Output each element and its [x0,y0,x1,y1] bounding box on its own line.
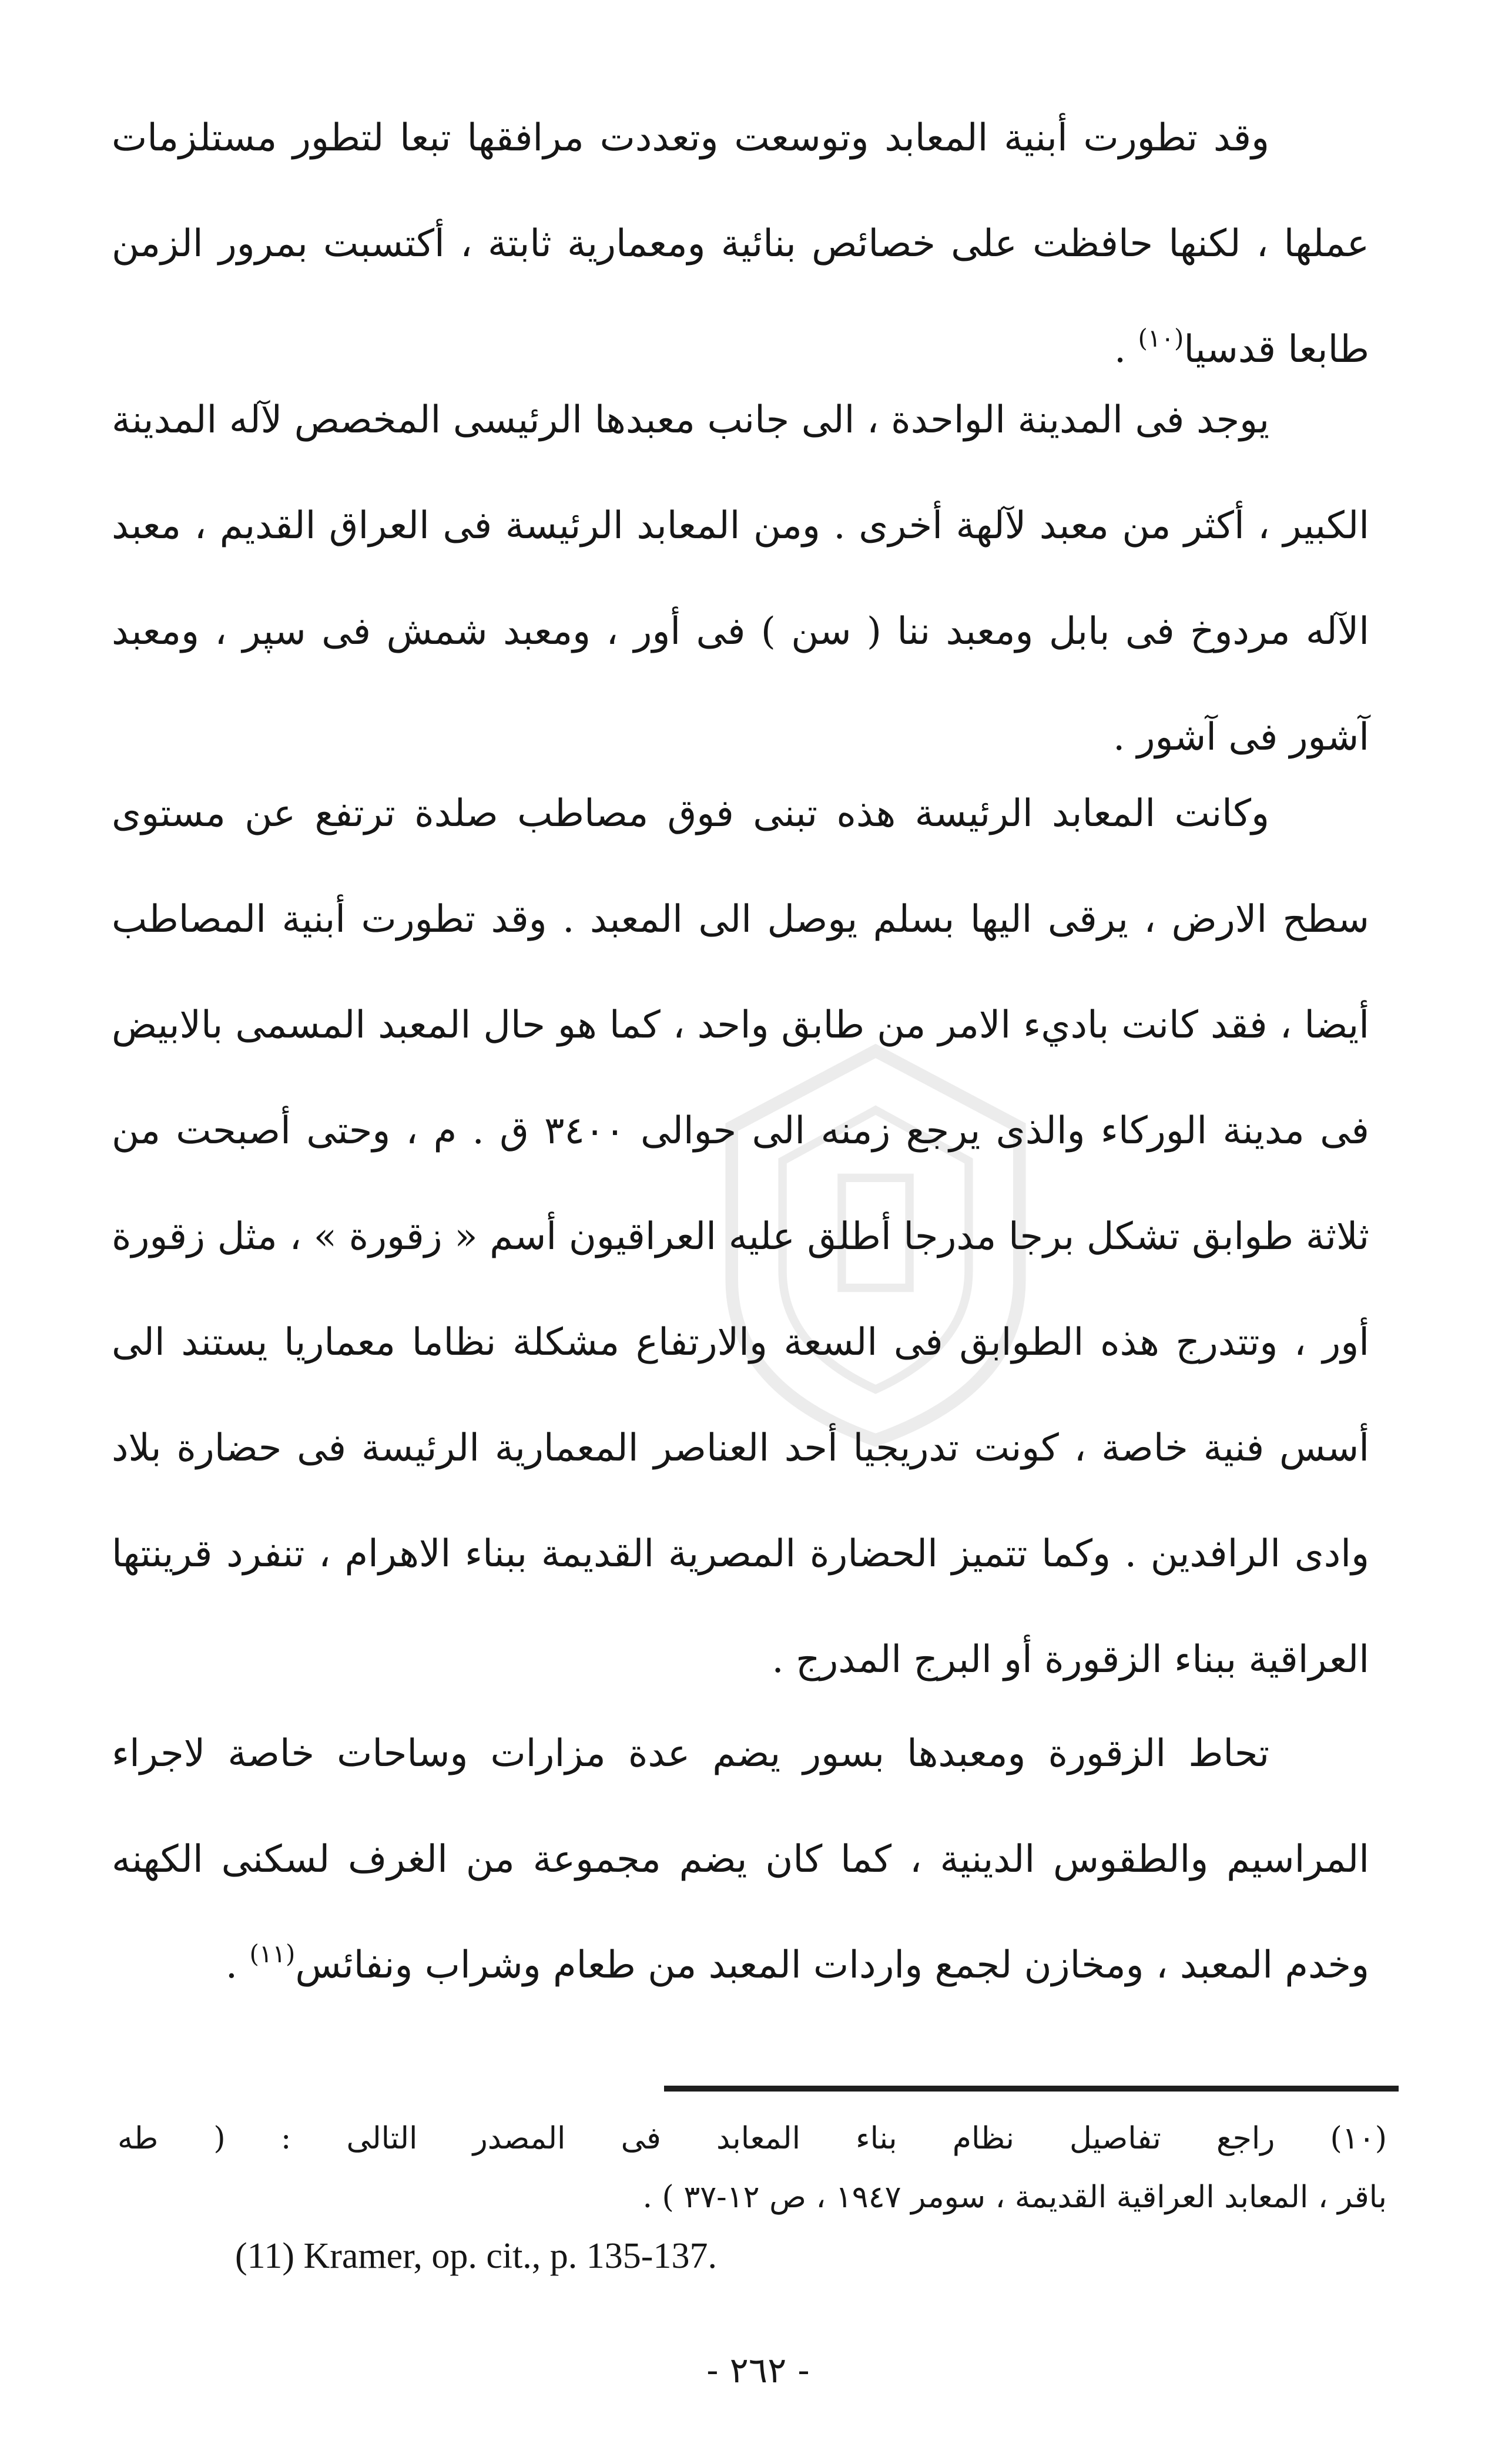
paragraph-1-text: وقد تطورت أبنية المعابد وتوسعت وتعددت مرافقها تبعا لتطور مستلزمات عملها ، لكنها حافظت على خصائص بنائية ومعمارية ثابتة ، أكتسبت بمرور الزمن طابعا قدسيا [112,116,1369,371]
footnote-11: (11) Kramer, op. cit., p. 135-137. [235,2236,717,2276]
paragraph-4 [112,1701,1369,2018]
page-number: - ٢٦٢ - [706,2350,810,2391]
footnote-separator [664,2086,1399,2092]
paragraph-3-text: وكانت المعابد الرئيسة هذه تبنى فوق مصاطب صلدة ترتفع عن مستوى سطح الارض ، يرقى اليها بسلم يوصل الى المعبد . وقد تطورت أبنية المصاطب أيضا ، فقد كانت باديء الامر من طابق واحد ، كما هو حال المعبد المسمى بالابيض فى مدينة الوركاء والذى يرجع زمنه الى حوالى ٣٤٠٠ ق . م ، وحتى أصبحت من ثلاثة طوابق تشكل برجا مدرجا أطلق عليه العراقيون أسم « زقورة » ، مثل زقورة أور ، وتتدرج هذه الطوابق فى السعة والارتفاع مشكلة نظاما معماريا يستند الى أسس فنية خاصة ، كونت تدريجيا أحد العناصر المعمارية الرئيسة فى حضارة بلاد وادى الرافدين . وكما تتميز الحضارة المصرية القديمة ببناء الاهرام ، تنفرد قرينتها العراقية ببناء الزقورة أو البرج المدرج . [112,792,1370,1681]
footnote-ref-11[interactable]: (١١) [249,1939,296,1968]
footnote-10-line-1: (١٠) راجع تفاصيل نظام بناء المعابد فى المصدر التالى : ( طه [118,2121,1387,2156]
paragraph-1 [112,85,1369,402]
paragraph-3 [112,761,1369,1713]
footnote-ref-10[interactable]: (١٠) [1138,324,1184,353]
paragraph-2-text: يوجد فى المدينة الواحدة ، الى جانب معبدها الرئيسى المخصص لآله المدينة الكبير ، أكثر من معبد لآلهة أخرى . ومن المعابد الرئيسة فى العراق القديم ، معبد الآله مردوخ فى بابل ومعبد ننا ( سن ) فى أور ، ومعبد شمش فى سپر ، ومعبد آشور فى آشور . [112,398,1369,759]
paragraph-2 [112,367,1369,790]
paragraph-4-text: تحاط الزقورة ومعبدها بسور يضم عدة مزارات وساحات خاصة لاجراء المراسيم والطقوس الدينية ، كما كان يضم مجموعة من الغرف لسكنى الكهنه وخدم المعبد ، ومخازن لجمع واردات المعبد من طعام وشراب ونفائس [112,1732,1369,1987]
paragraph-1-end: . [1114,328,1138,371]
paragraph-4-end: . [225,1943,250,1987]
footnote-10-line-2: باقر ، المعابد العراقية القديمة ، سومر ١٩٤٧ ، ص ١٢-٣٧ ) . [642,2180,1387,2215]
